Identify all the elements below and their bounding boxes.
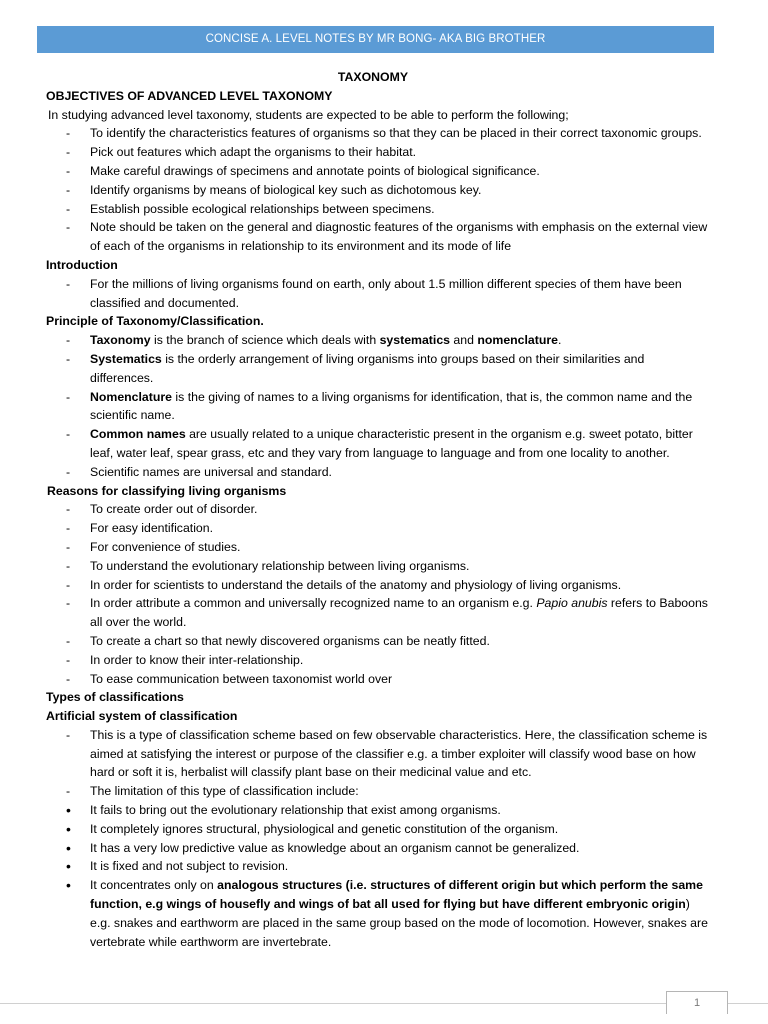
list-item: - To understand the evolutionary relationship between living organisms. (66, 558, 470, 573)
footer-divider (0, 1003, 768, 1004)
list-item: - In order to know their inter-relationship. (66, 652, 304, 667)
list-item: - Scientific names are universal and standard. (66, 464, 332, 479)
term-systematics: systematics (379, 333, 450, 348)
artificial-system-heading: Artificial system of classification (46, 709, 238, 724)
bullet-icon: • (66, 802, 71, 819)
bullet-item: • It completely ignores structural, physiological and genetic constitution of the organism. (66, 820, 559, 837)
list-item: - Taxonomy is the branch of science which deals with systematics and nomenclature. (66, 333, 562, 348)
objectives-list (46, 124, 726, 256)
list-item: - Establish possible ecological relationships between specimens. (66, 201, 435, 216)
bullet-item: • It fails to bring out the evolutionary relationship that exist among organisms. (66, 802, 501, 819)
objectives-heading: OBJECTIVES OF ADVANCED LEVEL TAXONOMY (46, 88, 333, 103)
analogous-structures-text: analogous structures (i.e. structures of different origin but which perform the same function, e.g wings of housefly and wings of bat all used for flying but have different embryonic origin (90, 878, 703, 912)
list-item: - To identify the characteristics features of organisms so that they can be placed in their correct taxonomic groups. (66, 126, 702, 141)
limitations-list (46, 801, 726, 951)
reasons-list (46, 500, 726, 688)
bullet-icon: • (66, 877, 71, 894)
list-item: - For convenience of studies. (66, 539, 241, 554)
list-item: - For the millions of living organisms found on earth, only about 1.5 million different species of them have been classified and documented. (66, 276, 682, 310)
bullet-item: • It has a very low predictive value as knowledge about an organism cannot be generalized. (66, 839, 580, 856)
list-item: - To ease communication between taxonomist world over (66, 671, 393, 686)
types-heading: Types of classifications (46, 690, 184, 705)
list-item: - In order attribute a common and universally recognized name to an organism e.g. Papio anubis refers to Baboons all over the world. (66, 596, 708, 630)
bullet-icon: • (66, 858, 71, 875)
page-number: 1 (666, 991, 728, 1014)
document-title: TAXONOMY (337, 70, 409, 84)
list-item: - To create a chart so that newly discovered organisms can be neatly fitted. (66, 633, 490, 648)
list-item: - Make careful drawings of specimens and annotate points of biological significance. (66, 163, 540, 178)
list-item: - This is a type of classification scheme based on few observable characteristics. Here, the classification scheme is aimed at satisfying the interest or purpose of the classifier e.g. a timber exploiter will classify wood base on how hard or soft it is, herbalist will classify plant base on their medicinal value and etc. (66, 727, 708, 780)
list-item: - Common names are usually related to a unique characteristic present in the organism e.g. sweet potato, bitter leaf, water leaf, spear grass, etc and they vary from language to language and from one locality to another. (66, 427, 693, 460)
document-body (46, 68, 726, 951)
list-item: - Nomenclature is the giving of names to a living organisms for identification, that is, the common name and the scientific name. (66, 389, 693, 423)
list-item: - To create order out of disorder. (66, 502, 258, 517)
scientific-name: Papio anubis (536, 596, 608, 611)
bullet-item: • It concentrates only on analogous structures (i.e. structures of different origin but which perform the same function, e.g wings of housefly and wings of bat all used for flying but have different embryonic origin) e.g. snakes and earthworm are placed in the same group based on the mode of locomotion. However, snakes are vertebrate while earthworm are invertebrate. (66, 877, 708, 949)
bullet-icon: • (66, 839, 71, 856)
introduction-list (46, 275, 726, 313)
introduction-heading: Introduction (46, 257, 118, 272)
bullet-icon: • (66, 820, 71, 837)
header-banner: CONCISE A. LEVEL NOTES BY MR BONG- AKA BIG BROTHER (37, 26, 714, 53)
term-nomenclature: nomenclature (477, 333, 558, 348)
term-taxonomy: Taxonomy (90, 333, 151, 348)
list-item: - Identify organisms by means of biological key such as dichotomous key. (66, 182, 482, 197)
list-item: - For easy identification. (66, 521, 214, 536)
list-item: - The limitation of this type of classification include: (66, 784, 359, 799)
reasons-heading: Reasons for classifying living organisms (47, 483, 287, 498)
list-item: - Systematics is the orderly arrangement of living organisms into groups based on their similarities and differences. (66, 351, 645, 385)
principle-heading: Principle of Taxonomy/Classification. (46, 314, 264, 329)
bullet-item: • It is fixed and not subject to revision. (66, 858, 289, 875)
list-item: - Note should be taken on the general and diagnostic features of the organisms with emphasis on the external view of each of the organisms in relationship to its environment and its mode of life (66, 220, 708, 254)
list-item: - Pick out features which adapt the organisms to their habitat. (66, 145, 417, 160)
principle-list (46, 331, 726, 481)
artificial-system-list (46, 726, 726, 801)
list-item: - In order for scientists to understand the details of the anatomy and physiology of living organisms. (66, 577, 622, 592)
objectives-intro: In studying advanced level taxonomy, students are expected to be able to perform the following; (48, 107, 569, 122)
